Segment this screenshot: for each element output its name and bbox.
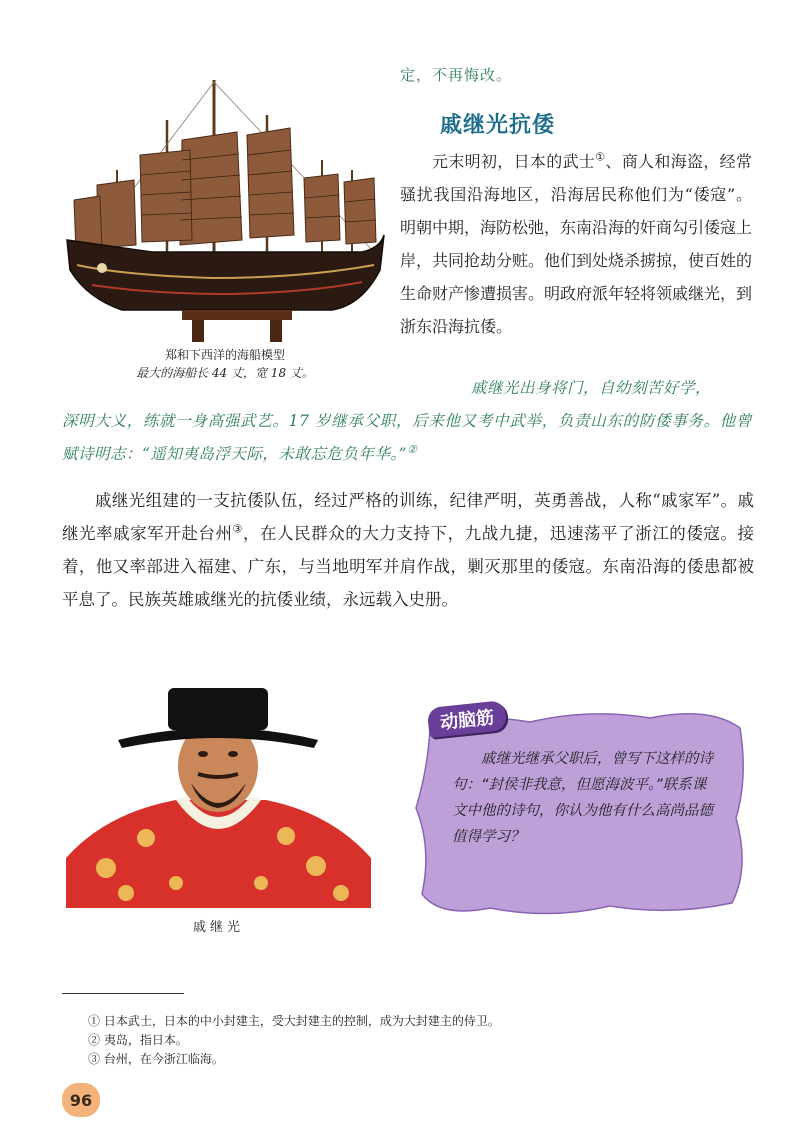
intro-text-2: 、商人和海盗，经常骚扰我国沿海地区，沿海居民称他们为“倭寇”。明朝中期，海防松弛，东南沿海的奸商勾引倭寇上岸，共同抢劫分赃。他们到处烧杀掳掠，使百姓的生命财产惨遭损害。明政府派年轻将领戚继光，到浙东沿海抗倭。 — [400, 152, 753, 336]
qi-jiguang-portrait — [66, 688, 371, 908]
think-tag: 动脑筋 — [427, 700, 508, 738]
footnotes — [88, 1012, 500, 1069]
footnote-ref-2: ② — [407, 442, 418, 456]
think-question: 戚继光继承父职后，曾写下这样的诗句：“封侯非我意，但愿海波平。”联系课文中他的诗句，你认为他有什么高尚品德值得学习？ — [452, 751, 713, 845]
footnote-ref-3: ③ — [232, 522, 243, 536]
main-text-1: 戚继光组建的一支抗倭队伍，经过严格的训练，纪律严明，英勇善战，人称“戚家军”。戚继光率戚家军开赴台州 — [62, 491, 754, 543]
footnote-divider — [62, 993, 184, 994]
continued-text: 定，不再悔改。 — [400, 66, 513, 84]
ship-model-image — [62, 70, 392, 345]
main-text-2: ，在人民群众的大力支持下，九战九捷，迅速荡平了浙江的倭寇。接着，他又率部进入福建、广东，与当地明军并肩作战，剿灭那里的倭寇。东南沿海的倭患都被平息了。民族英雄戚继光的抗倭业绩，永远载入史册。 — [62, 524, 754, 609]
footnote-2: ② 夷岛，指日本。 — [88, 1033, 188, 1047]
ship-caption-line1: 郑和下西洋的海船模型 — [164, 348, 285, 362]
ship-caption-line2: 最大的海船长 44 丈，宽 18 丈。 — [136, 366, 314, 380]
page-number: 96 — [62, 1083, 100, 1117]
section-title: 戚继光抗倭 — [440, 113, 556, 138]
footnote-ref-1: ① — [595, 150, 606, 164]
main-paragraph — [62, 484, 754, 616]
footnote-3: ③ 台州，在今浙江临海。 — [88, 1052, 224, 1066]
biography-rest: 深明大义，练就一身高强武艺。17 岁继承父职，后来他又考中武举，负责山东的防倭事务。他曾赋诗明志：“遥知夷岛浮天际，未敢忘危负年华。” — [62, 412, 752, 463]
intro-text-1: 元末明初，日本的武士 — [432, 152, 596, 171]
think-box — [410, 698, 750, 920]
footnote-1: ① 日本武士，日本的中小封建主，受大封建主的控制，成为大封建主的侍卫。 — [88, 1014, 500, 1028]
biography-paragraph — [62, 372, 752, 471]
biography-first-line: 戚继光出身将门，自幼刻苦好学， — [471, 379, 712, 397]
intro-paragraph — [400, 145, 752, 343]
portrait-caption: 戚继光 — [192, 920, 244, 935]
